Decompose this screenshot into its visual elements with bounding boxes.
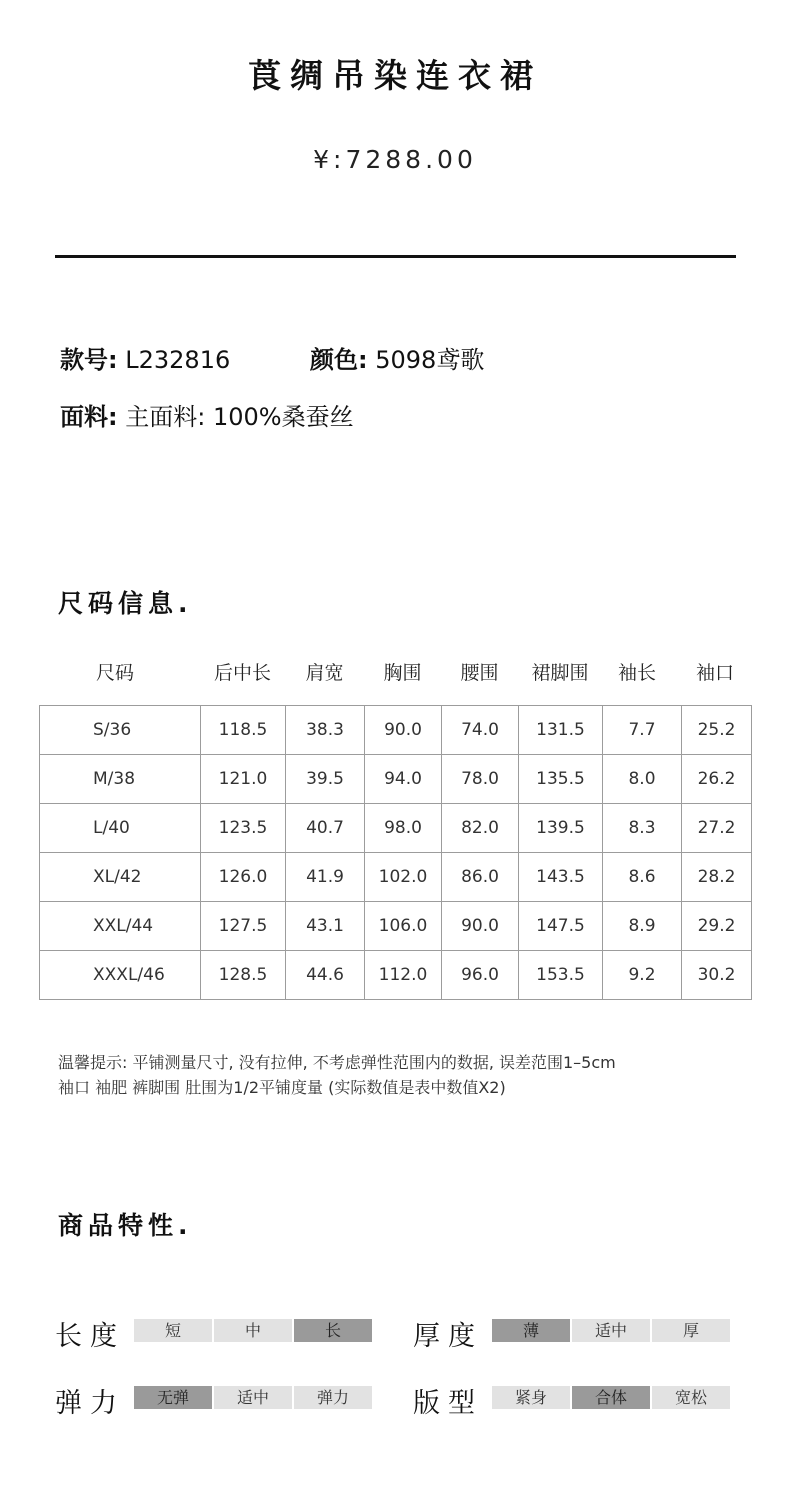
table-cell: L/40 [40,804,201,853]
header-shoulder: 肩宽 [305,662,344,684]
table-cell: 27.2 [682,804,752,853]
header-cuff: 袖口 [695,662,734,684]
table-row [40,804,752,853]
table-cell: 82.0 [442,804,519,853]
table-cell: 102.0 [365,853,442,902]
feature-option-fit-1: 紧身 [492,1386,570,1409]
table-cell: 40.7 [286,804,365,853]
color-row [310,340,484,375]
tip-line-1: 温馨提示: 平铺测量尺寸, 没有拉伸, 不考虑弹性范围内的数据, 误差范围1–5cm [58,1053,616,1072]
table-cell: 8.9 [603,902,682,951]
feature-option-fit-3: 宽松 [652,1386,730,1409]
style-number-label: 款号: [60,346,118,374]
table-cell: 38.3 [286,706,365,755]
table-cell: 106.0 [365,902,442,951]
table-cell: 135.5 [519,755,603,804]
feature-option-thickness-1: 薄 [492,1319,570,1342]
style-number-value: L232816 [125,346,231,374]
table-cell: 90.0 [442,902,519,951]
table-row [40,755,752,804]
table-cell: 126.0 [201,853,286,902]
table-cell: 118.5 [201,706,286,755]
table-cell: M/38 [40,755,201,804]
size-section-title: 尺码信息. [58,589,193,618]
color-label: 颜色: [310,346,368,374]
table-cell: XL/42 [40,853,201,902]
table-cell: 25.2 [682,706,752,755]
table-cell: 30.2 [682,951,752,1000]
table-cell: 28.2 [682,853,752,902]
features-section-title: 商品特性. [58,1211,193,1240]
measurement-tip [58,1050,758,1100]
table-cell: XXL/44 [40,902,201,951]
header-bust: 胸围 [383,662,422,684]
table-cell: 127.5 [201,902,286,951]
header-hem: 裙脚围 [531,662,589,684]
feature-option-elasticity-1: 无弹 [134,1386,212,1409]
header-back-length: 后中长 [213,662,271,684]
table-cell: 112.0 [365,951,442,1000]
table-cell: 121.0 [201,755,286,804]
feature-option-length-2: 中 [214,1319,292,1342]
table-cell: 128.5 [201,951,286,1000]
table-cell: 98.0 [365,804,442,853]
table-row [40,853,752,902]
feature-option-thickness-3: 厚 [652,1319,730,1342]
table-cell: 41.9 [286,853,365,902]
product-title: 莨绸吊染连衣裙 [248,56,542,95]
table-cell: XXXL/46 [40,951,201,1000]
feature-label-elasticity: 弹力 [55,1388,125,1419]
table-cell: 147.5 [519,902,603,951]
fabric-row [60,397,354,432]
feature-option-fit-2: 合体 [572,1386,650,1409]
table-cell: 96.0 [442,951,519,1000]
table-cell: 131.5 [519,706,603,755]
tip-line-2: 袖口 袖肥 裤脚围 肚围为1/2平铺度量 (实际数值是表中数值X2) [58,1078,506,1097]
feature-option-thickness-2: 适中 [572,1319,650,1342]
table-cell: 90.0 [365,706,442,755]
table-row [40,902,752,951]
product-price: ¥:7288.00 [313,145,477,174]
table-cell: 8.6 [603,853,682,902]
divider [55,255,736,258]
header-waist: 腰围 [460,662,499,684]
table-cell: 74.0 [442,706,519,755]
table-cell: 9.2 [603,951,682,1000]
color-value: 5098鸢歌 [375,346,485,374]
table-cell: 7.7 [603,706,682,755]
feature-option-elasticity-2: 适中 [214,1386,292,1409]
feature-label-thickness: 厚度 [413,1321,483,1352]
table-cell: 29.2 [682,902,752,951]
table-cell: 78.0 [442,755,519,804]
table-cell: 139.5 [519,804,603,853]
fabric-label: 面料: [60,403,118,431]
feature-option-elasticity-3: 弹力 [294,1386,372,1409]
feature-option-length-3: 长 [294,1319,372,1342]
feature-label-fit: 版型 [413,1388,483,1419]
table-cell: 8.0 [603,755,682,804]
table-cell: 123.5 [201,804,286,853]
table-row [40,706,752,755]
header-sleeve-length: 袖长 [617,662,656,684]
feature-option-length-1: 短 [134,1319,212,1342]
size-table [39,705,752,1000]
table-cell: 86.0 [442,853,519,902]
style-number-row [60,340,230,375]
table-cell: 43.1 [286,902,365,951]
table-cell: S/36 [40,706,201,755]
table-row [40,951,752,1000]
table-cell: 44.6 [286,951,365,1000]
table-cell: 8.3 [603,804,682,853]
fabric-value: 主面料: 100%桑蚕丝 [125,403,354,431]
table-cell: 26.2 [682,755,752,804]
table-cell: 94.0 [365,755,442,804]
table-cell: 143.5 [519,853,603,902]
feature-label-length: 长度 [55,1321,125,1352]
table-cell: 39.5 [286,755,365,804]
table-cell: 153.5 [519,951,603,1000]
header-size: 尺码 [95,662,134,684]
